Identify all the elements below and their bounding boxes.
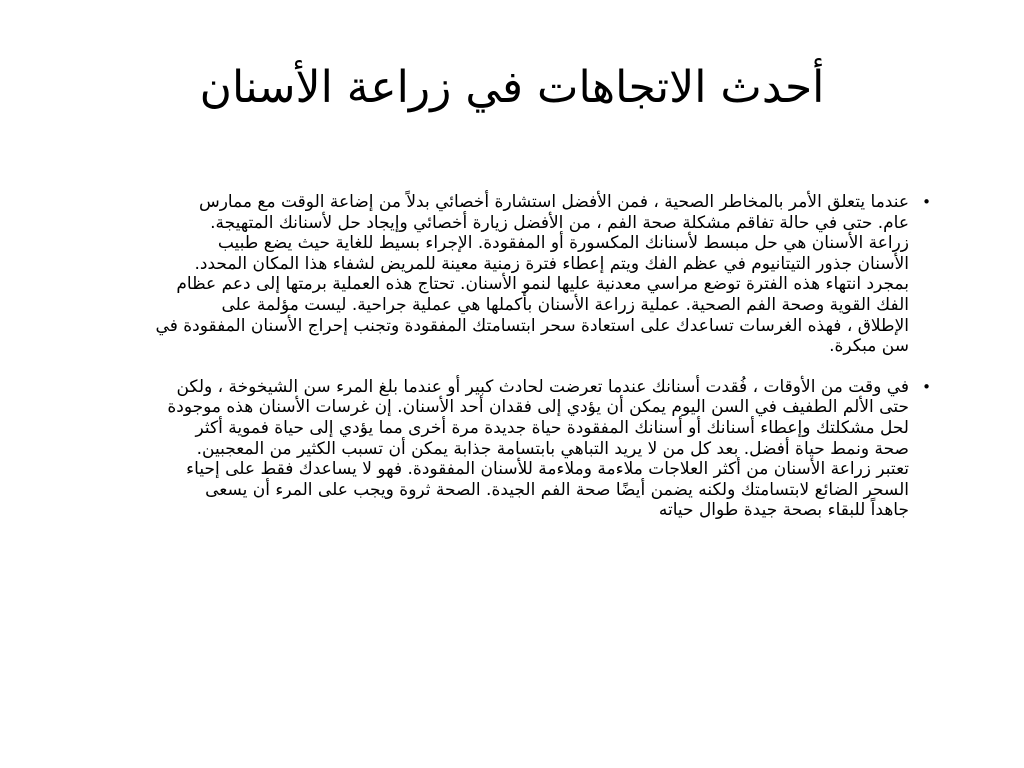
text-line: زراعة الأسنان هي حل مبسط لأسنانك المكسورة أو المفقودة. الإجراء بسيط للغاية حيث يضع طبيب (217, 233, 909, 254)
text-line: صحة ونمط حياة أفضل. بعد كل من لا يريد التباهي بابتسامة جذابة يمكن أن تسبب الكثير من المعجبين. (196, 438, 909, 459)
text-line: الإطلاق ، فهذه الغرسات تساعدك على استعادة سحر ابتسامتك المفقودة وتجنب إحراج الأسنان المفقودة في (155, 315, 909, 336)
text-line: عندما يتعلق الأمر بالمخاطر الصحية ، فمن الأفضل استشارة أخصائي بدلاً من إضاعة الوقت مع ممارس (198, 192, 909, 212)
slide-body (72, 192, 931, 541)
bullet-marker: • (922, 377, 931, 396)
paragraph-2 (72, 376, 931, 521)
text-line: تعتبر زراعة الأسنان من أكثر العلاجات ملاءمة وملاءمة للأسنان المفقودة. فهو لا يساعدك فقط على إحياء (186, 459, 909, 480)
text-line: حتى الألم الطفيف في السن اليوم يمكن أن يؤدي إلى فقدان أحد الأسنان. إن غرسات الأسنان هذه موجودة (167, 397, 909, 418)
text-line: عام. حتى في حالة تفاقم مشكلة صحة الفم ، من الأفضل زيارة أخصائي وإيجاد حل لأسنانك المتهيجة. (210, 212, 909, 233)
paragraph-1 (72, 192, 931, 357)
text-line: الفك القوية وصحة الفم الصحية. عملية زراعة الأسنان بأكملها هي عملية جراحية. ليست مؤلمة على (221, 294, 909, 315)
text-line: في وقت من الأوقات ، فُقدت أسنانك عندما تعرضت لحادث كبير أو عندما بلغ المرء سن الشيخوخة ، ولكن (176, 376, 909, 397)
text-line: الأسنان جذور التيتانيوم في عظم الفك ويتم إعطاء فترة زمنية معينة للمريض لشفاء هذا المكان المحدد. (194, 253, 909, 274)
text-line: سن مبكرة. (829, 336, 909, 357)
text-line: بمجرد انتهاء هذه الفترة توضع مراسي معدنية عليها لنمو الأسنان. تحتاج هذه العملية برمتها إلى دعم عظام (176, 274, 909, 295)
text-line: لحل مشكلتك وإعطاء أسنانك أو أسنانك المفقودة حياة جديدة مرة أخرى مما يؤدي إلى حياة فموية أكثر (195, 417, 909, 438)
slide-title: أحدث الاتجاهات في زراعة الأسنان (199, 62, 825, 113)
text-line: جاهداً للبقاء بصحة جيدة طوال حياته (658, 500, 909, 521)
text-line: السحر الضائع لابتسامتك ولكنه يضمن أيضًا صحة الفم الجيدة. الصحة ثروة ويجب على المرء أن يسعى (205, 479, 909, 500)
bullet-marker: • (922, 193, 931, 211)
